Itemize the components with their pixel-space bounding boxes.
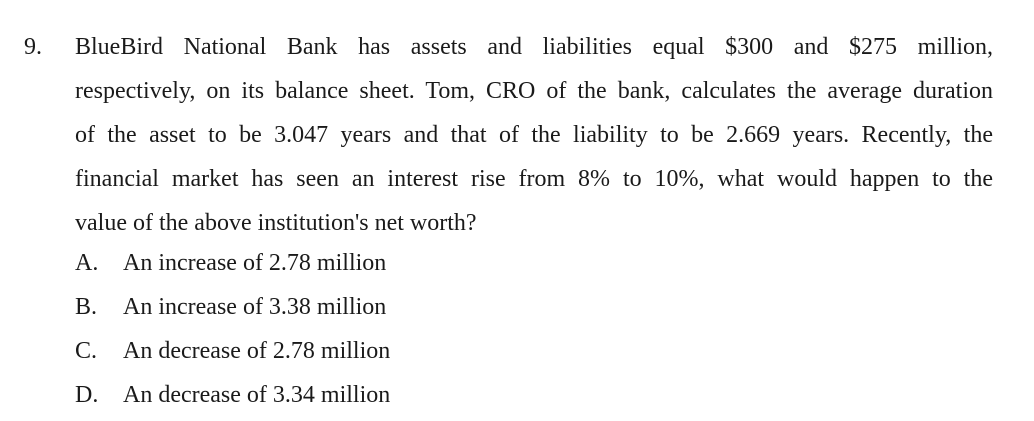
choice-letter: B. <box>75 294 98 320</box>
choice-letter: D. <box>75 382 99 408</box>
question-text-line: of the asset to be 3.047 years and that of the liability to be 2.669 years. Recently, the <box>75 122 993 148</box>
choice-text: An increase of 3.38 million <box>123 294 387 320</box>
choice-letter: C. <box>75 338 98 364</box>
choice-letter: A. <box>75 250 99 276</box>
answer-choice-c[interactable] <box>75 329 390 373</box>
choice-text: An decrease of 3.34 million <box>123 382 391 408</box>
answer-choice-d[interactable] <box>75 373 390 417</box>
question-text-line: BlueBird National Bank has assets and liabilities equal $300 and $275 million, <box>75 34 993 60</box>
question-text-line: financial market has seen an interest rise from 8% to 10%, what would happen to the <box>75 166 993 192</box>
question-text-line: respectively, on its balance sheet. Tom, CRO of the bank, calculates the average duration <box>75 78 993 104</box>
answer-choice-a[interactable] <box>75 241 386 285</box>
choice-text: An decrease of 2.78 million <box>123 338 391 364</box>
question-text-line: value of the above institution's net worth? <box>75 210 477 236</box>
question-number: 9. <box>24 34 42 60</box>
answer-choice-b[interactable] <box>75 285 386 329</box>
choice-text: An increase of 2.78 million <box>123 250 387 276</box>
